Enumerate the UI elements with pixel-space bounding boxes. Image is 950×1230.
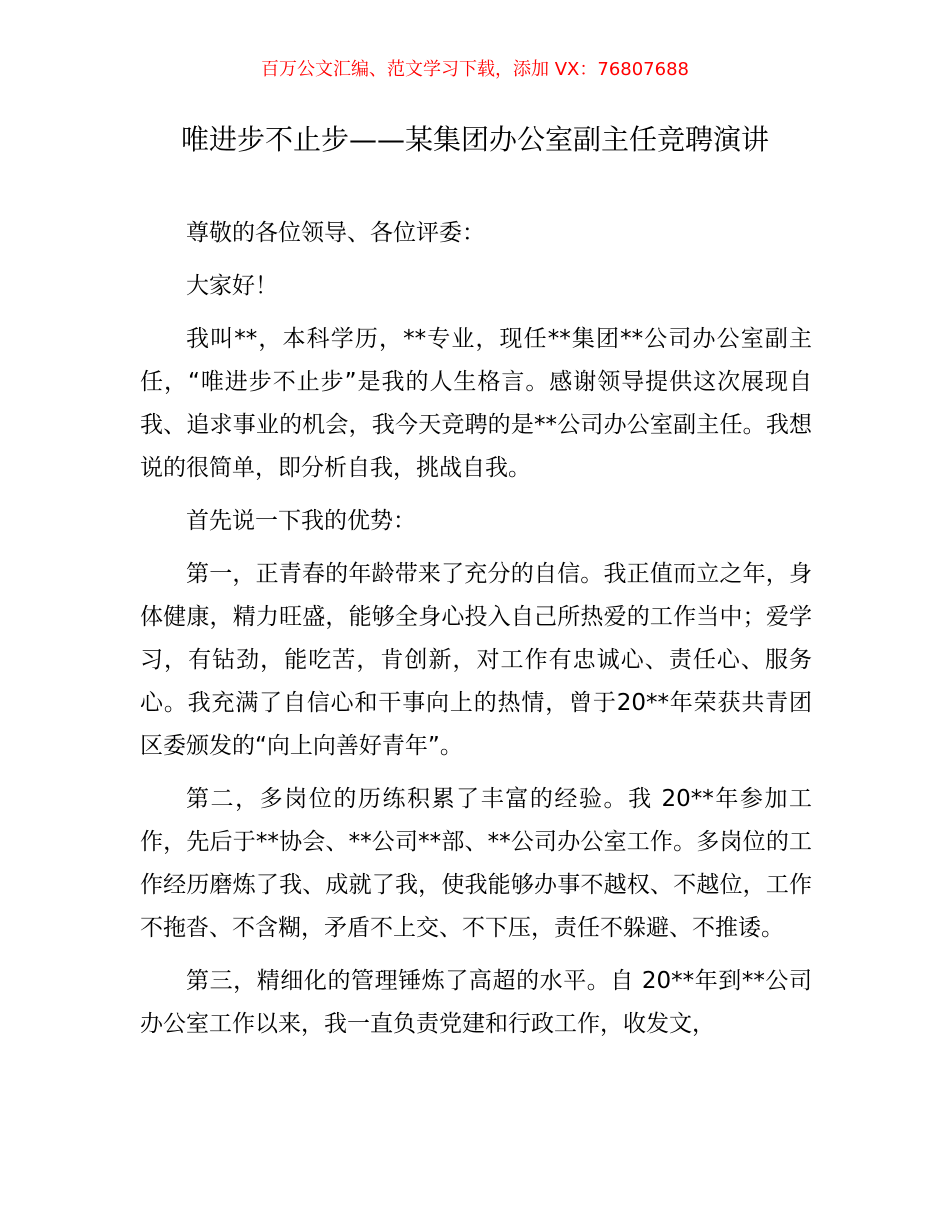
document-body (140, 212, 812, 1056)
document-title: 唯进步不止步——某集团办公室副主任竞聘演讲 (180, 123, 769, 156)
greeting-paragraph: 大家好！ (186, 273, 278, 299)
advantage-three-paragraph: 第三，精细化的管理锤炼了高超的水平。自 20**年到**公司办公室工作以来，我一直负责党建和行政工作，收发文， (140, 968, 812, 1037)
advantage-two-paragraph: 第二，多岗位的历练积累了丰富的经验。我 20**年参加工作，先后于**协会、**公司**部、**公司办公室工作。多岗位的工作经历磨炼了我、成就了我，使我能够办事不越权、不越位，工作不拖沓、不含糊，矛盾不上交、不下压，责任不躲避、不推诿。 (140, 786, 812, 941)
advantages-heading-paragraph: 首先说一下我的优势： (186, 508, 416, 534)
salutation-paragraph: 尊敬的各位领导、各位评委： (186, 220, 485, 246)
promo-header-note: 百万公文汇编、范文学习下载，添加 VX：76807688 (261, 59, 689, 80)
introduction-paragraph: 我叫**，本科学历，**专业，现任**集团**公司办公室副主任，“唯进步不止步”是我的人生格言。感谢领导提供这次展现自我、追求事业的机会，我今天竞聘的是**公司办公室副主任。我想说的很简单，即分析自我，挑战自我。 (140, 326, 812, 481)
advantage-one-paragraph: 第一，正青春的年龄带来了充分的自信。我正值而立之年，身体健康，精力旺盛，能够全身心投入自己所热爱的工作当中；爱学习，有钻劲，能吃苦，肯创新，对工作有忠诚心、责任心、服务心。我充满了自信心和干事向上的热情，曾于20**年荣获共青团区委颁发的“向上向善好青年”。 (140, 561, 812, 759)
